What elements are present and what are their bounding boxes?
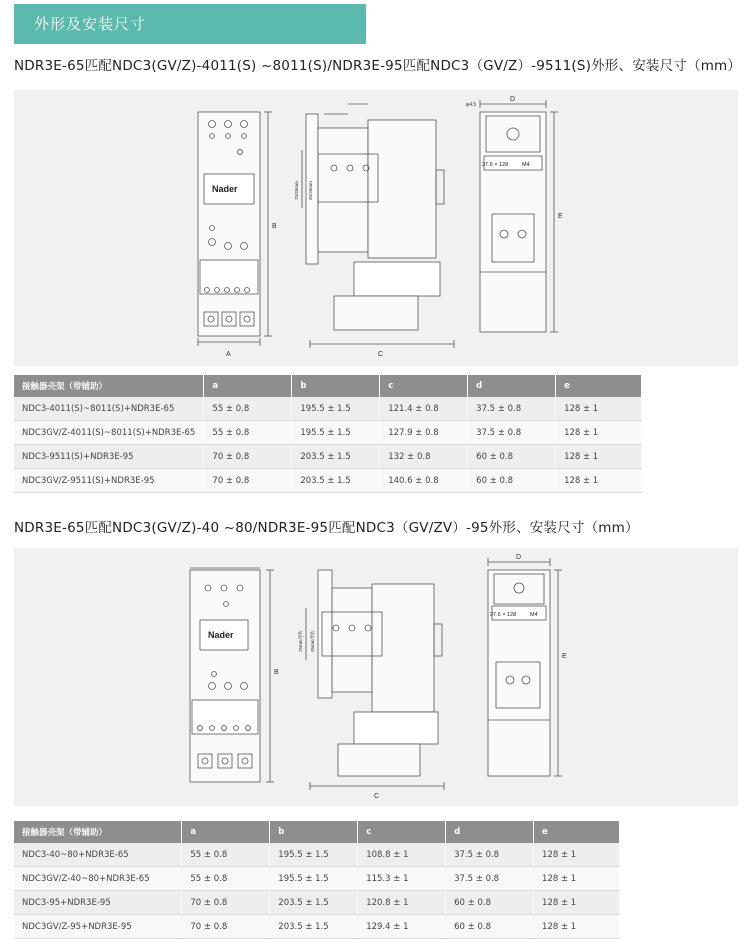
table-cell: 37.5 ± 0.8 <box>446 867 534 891</box>
mount-label-1a: 37.6 × 128 <box>482 162 509 168</box>
col-header: e <box>556 375 642 397</box>
table-cell: 195.5 ± 1.5 <box>270 867 358 891</box>
table-cell: NDC3GV/Z-9511(S)+NDR3E-95 <box>14 469 204 493</box>
section-header-band <box>14 4 366 44</box>
table-cell: 60 ± 0.8 <box>468 469 556 493</box>
col-header: e <box>534 821 620 843</box>
col-header: c <box>380 375 468 397</box>
col-header: d <box>446 821 534 843</box>
table-cell: 55 ± 0.8 <box>204 421 292 445</box>
table-cell: 121.4 ± 0.8 <box>380 397 468 421</box>
table-cell: 132 ± 0.8 <box>380 445 468 469</box>
table-cell: 37.5 ± 0.8 <box>446 843 534 867</box>
table-row <box>14 867 620 891</box>
dimensions-table-1 <box>14 375 642 493</box>
table-cell: 55 ± 0.8 <box>182 867 270 891</box>
table-cell: 60 ± 0.8 <box>468 445 556 469</box>
dimensions-table-2 <box>14 821 620 939</box>
dim-d-label-1: D <box>510 96 516 103</box>
table-cell: NDC3-4011(S)~8011(S)+NDR3E-65 <box>14 397 204 421</box>
table-cell: 203.5 ± 1.5 <box>292 445 380 469</box>
table-header-row <box>14 375 642 397</box>
table-cell: 108.8 ± 1 <box>358 843 446 867</box>
table-cell: 203.5 ± 1.5 <box>270 915 358 939</box>
section-2-title: NDR3E-65匹配NDC3(GV/Z)-40 ~80/NDR3E-95匹配NDC3（GV/ZV）-95外形、安装尺寸（mm） <box>14 520 639 536</box>
header-title: 外形及安装尺寸 <box>34 15 147 33</box>
table-cell: NDC3GV/Z-40~80+NDR3E-65 <box>14 867 182 891</box>
table-row <box>14 915 620 939</box>
table-cell: 55 ± 0.8 <box>182 843 270 867</box>
table-cell: 203.5 ± 1.5 <box>270 891 358 915</box>
side-label-1b: 35/35mm <box>308 181 313 200</box>
table-cell: 120.8 ± 1 <box>358 891 446 915</box>
brand-logo-2: Nader <box>208 630 234 640</box>
table-row <box>14 891 620 915</box>
dimension-drawing-1 <box>14 90 738 366</box>
dim-a-label-1: A <box>226 351 231 358</box>
table-cell: 37.5 ± 0.8 <box>468 421 556 445</box>
table-cell: 70 ± 0.8 <box>182 915 270 939</box>
col-header: 接触器壳架（带辅助） <box>14 375 204 397</box>
table-cell: NDC3GV/Z-95+NDR3E-95 <box>14 915 182 939</box>
side-label-2b: 35mm导轨 <box>310 630 315 652</box>
table-cell: 70 ± 0.8 <box>182 891 270 915</box>
dim-b-label-1: B <box>272 223 277 230</box>
mount-label-2b: M4 <box>530 612 538 618</box>
table-cell: 70 ± 0.8 <box>204 469 292 493</box>
side-label-1a: 75/35mm <box>294 181 299 200</box>
table-cell: 127.9 ± 0.8 <box>380 421 468 445</box>
table-cell: 128 ± 1 <box>556 469 642 493</box>
dim-e-label-1: E <box>558 213 563 220</box>
table-cell: 129.4 ± 1 <box>358 915 446 939</box>
table-cell: 195.5 ± 1.5 <box>292 397 380 421</box>
table-cell: 140.6 ± 0.8 <box>380 469 468 493</box>
table-cell: 128 ± 1 <box>534 915 620 939</box>
dim-d-label-2: D <box>516 554 522 561</box>
table-row <box>14 843 620 867</box>
table-cell: 195.5 ± 1.5 <box>270 843 358 867</box>
table-cell: 70 ± 0.8 <box>204 445 292 469</box>
table-row <box>14 469 642 493</box>
table-cell: 37.5 ± 0.8 <box>468 397 556 421</box>
dim-c-label-1: C <box>378 351 384 358</box>
table-cell: 128 ± 1 <box>534 867 620 891</box>
table-cell: NDC3-40~80+NDR3E-65 <box>14 843 182 867</box>
table-cell: 60 ± 0.8 <box>446 915 534 939</box>
dim-c-label-2: C <box>374 793 380 800</box>
col-header: a <box>182 821 270 843</box>
table-row <box>14 397 642 421</box>
table-cell: 203.5 ± 1.5 <box>292 469 380 493</box>
section-1-title: NDR3E-65匹配NDC3(GV/Z)-4011(S) ~8011(S)/NDR3E-95匹配NDC3（GV/Z）-9511(S)外形、安装尺寸（mm） <box>14 58 742 74</box>
mount-label-1b: M4 <box>522 162 530 168</box>
col-header: b <box>270 821 358 843</box>
table-cell: 55 ± 0.8 <box>204 397 292 421</box>
dim-b-label-2: B <box>274 669 279 676</box>
hole-label-1: φ4.5 <box>466 102 477 108</box>
dim-e-label-2: E <box>562 653 567 660</box>
table-cell: 60 ± 0.8 <box>446 891 534 915</box>
table-cell: NDC3-95+NDR3E-95 <box>14 891 182 915</box>
table-header-row <box>14 821 620 843</box>
table-cell: 128 ± 1 <box>534 843 620 867</box>
table-cell: 128 ± 1 <box>556 421 642 445</box>
col-header: a <box>204 375 292 397</box>
table-cell: 128 ± 1 <box>556 445 642 469</box>
table-cell: 115.3 ± 1 <box>358 867 446 891</box>
side-label-2a: 75mm导轨 <box>298 630 303 652</box>
table-cell: 195.5 ± 1.5 <box>292 421 380 445</box>
dimension-drawing-2 <box>14 548 738 806</box>
section-2-drawing <box>14 548 738 806</box>
section-1-drawing <box>14 90 738 366</box>
col-header: d <box>468 375 556 397</box>
table-row <box>14 445 642 469</box>
table-cell: NDC3GV/Z-4011(S)~8011(S)+NDR3E-65 <box>14 421 204 445</box>
table-cell: NDC3-9511(S)+NDR3E-95 <box>14 445 204 469</box>
table-row <box>14 421 642 445</box>
table-cell: 128 ± 1 <box>534 891 620 915</box>
mount-label-2a: 37.6 × 128 <box>490 612 517 618</box>
brand-logo-1: Nader <box>212 184 238 194</box>
col-header: 接触器壳架（带辅助） <box>14 821 182 843</box>
col-header: b <box>292 375 380 397</box>
col-header: c <box>358 821 446 843</box>
table-cell: 128 ± 1 <box>556 397 642 421</box>
